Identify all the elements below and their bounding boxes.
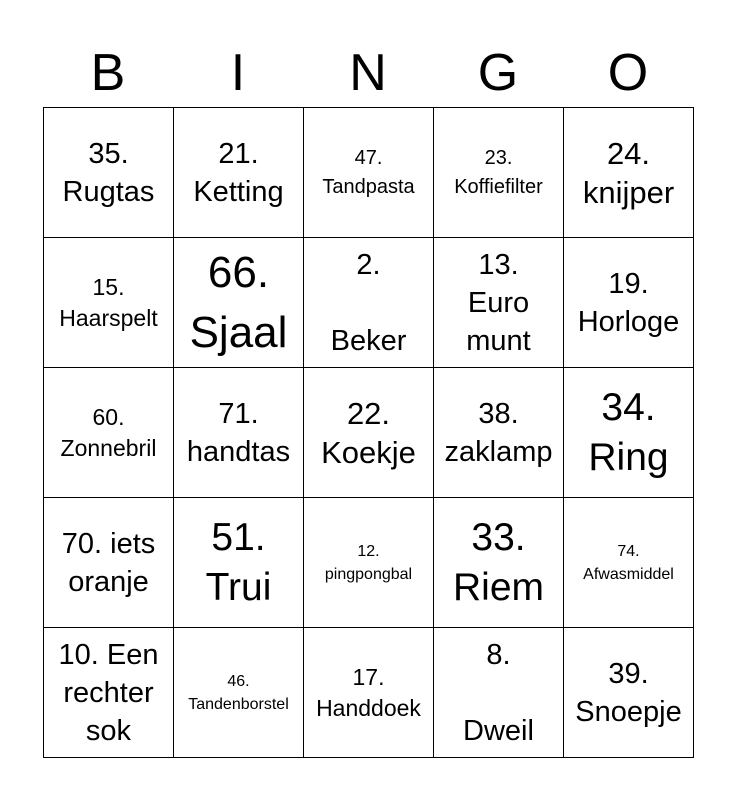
bingo-cell[interactable]	[174, 238, 304, 368]
cell-label: 19. Horloge	[577, 267, 680, 338]
bingo-cell[interactable]	[44, 628, 174, 758]
bingo-cell[interactable]	[174, 498, 304, 628]
header-letter-o: O	[607, 44, 649, 102]
header-letter-g: G	[477, 44, 519, 102]
bingo-cell[interactable]	[434, 238, 564, 368]
bingo-cell[interactable]	[174, 108, 304, 238]
bingo-cell[interactable]	[304, 628, 434, 758]
cell-label: 47. Tandpasta	[322, 146, 415, 198]
cell-label: 12. pingpongbal	[324, 542, 413, 583]
cell-label: 24. knijper	[582, 135, 675, 210]
bingo-cell[interactable]	[434, 498, 564, 628]
bingo-cell[interactable]	[44, 498, 174, 628]
header-letter-i: I	[230, 44, 246, 102]
cell-label: 34. Ring	[588, 385, 669, 479]
cell-label: 39. Snoepje	[575, 657, 682, 728]
bingo-cell[interactable]	[44, 238, 174, 368]
cell-label: 35. Rugtas	[62, 137, 155, 208]
cell-label: 2. Beker	[330, 248, 407, 357]
header-letter-n: N	[349, 44, 387, 102]
header-letter-b: B	[90, 44, 126, 102]
cell-label: 15. Haarspelt	[59, 273, 158, 331]
cell-label: 33. Riem	[452, 515, 544, 609]
bingo-cell[interactable]	[44, 368, 174, 498]
bingo-cell[interactable]	[564, 498, 694, 628]
bingo-cell[interactable]	[174, 368, 304, 498]
cell-label: 70. iets oranje	[61, 527, 156, 598]
bingo-cell[interactable]	[434, 108, 564, 238]
bingo-header	[43, 40, 693, 106]
cell-label: 51. Trui	[205, 515, 272, 609]
cell-label: 60. Zonnebril	[60, 403, 157, 461]
cell-label: 10. Een rechter sok	[58, 638, 159, 747]
bingo-cell[interactable]	[304, 108, 434, 238]
cell-label: 66. Sjaal	[189, 247, 288, 357]
cell-label: 17. Handdoek	[316, 663, 421, 721]
cell-label: 74. Afwasmiddel	[583, 542, 674, 583]
bingo-cell[interactable]	[564, 368, 694, 498]
bingo-cell[interactable]	[434, 368, 564, 498]
bingo-cell[interactable]	[434, 628, 564, 758]
bingo-cell[interactable]	[44, 108, 174, 238]
bingo-cell[interactable]	[304, 238, 434, 368]
cell-label: 23. Koffiefilter	[454, 146, 543, 198]
bingo-cell[interactable]	[304, 498, 434, 628]
cell-label: 46. Tandenborstel	[188, 672, 289, 713]
cell-label: 8. Dweil	[463, 638, 534, 747]
bingo-cell[interactable]	[564, 238, 694, 368]
bingo-card-grid	[43, 107, 694, 758]
bingo-cell[interactable]	[564, 628, 694, 758]
cell-label: 13. Euro munt	[466, 248, 531, 357]
cell-label: 38. zaklamp	[444, 397, 553, 468]
bingo-cell[interactable]	[564, 108, 694, 238]
cell-label: 71. handtas	[186, 397, 291, 468]
bingo-cell[interactable]	[174, 628, 304, 758]
cell-label: 22. Koekje	[321, 395, 416, 470]
bingo-cell[interactable]	[304, 368, 434, 498]
cell-label: 21. Ketting	[193, 137, 284, 208]
